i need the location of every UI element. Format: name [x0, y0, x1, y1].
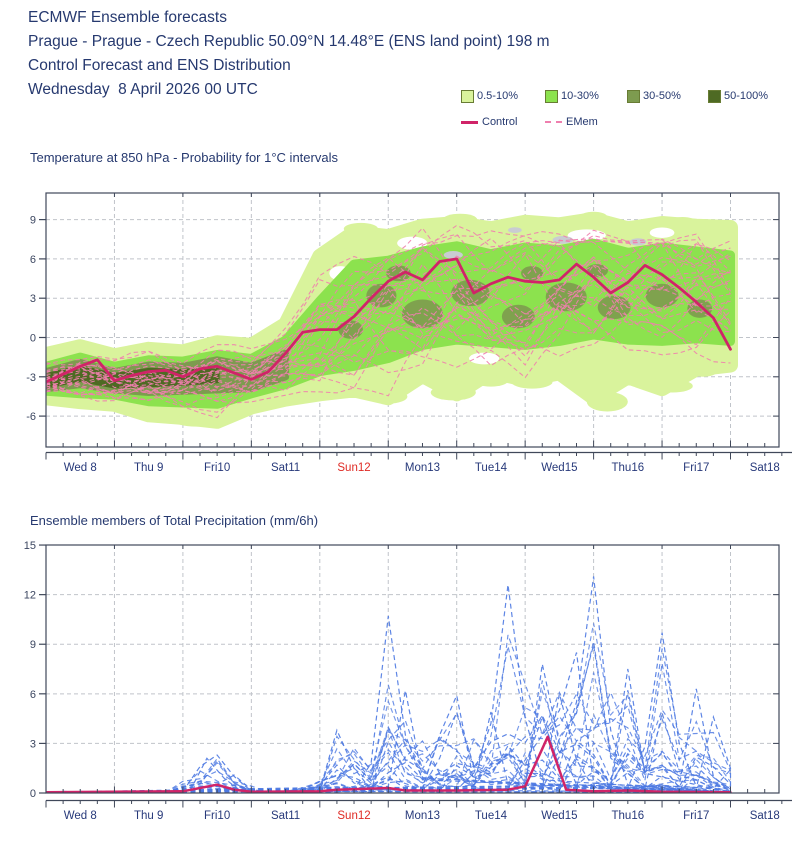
svg-text:Wed 8: Wed 8 [63, 810, 97, 822]
svg-text:Wed 8: Wed 8 [63, 462, 97, 474]
svg-text:Mon13: Mon13 [404, 462, 441, 474]
svg-text:0: 0 [29, 332, 36, 345]
svg-text:Wed15: Wed15 [541, 810, 578, 822]
prob-label-3: 30-50% [643, 90, 681, 102]
svg-text:Thu 9: Thu 9 [133, 810, 164, 822]
svg-text:Sat11: Sat11 [270, 810, 301, 822]
svg-text:12: 12 [23, 589, 36, 602]
control-label: Control [482, 116, 518, 128]
prob-label-4: 50-100% [724, 90, 769, 102]
svg-text:Thu16: Thu16 [611, 810, 645, 822]
svg-text:Mon13: Mon13 [404, 810, 441, 822]
svg-text:Sat18: Sat18 [749, 810, 780, 822]
svg-text:0: 0 [29, 788, 36, 800]
svg-text:Sun12: Sun12 [337, 810, 371, 822]
svg-text:3: 3 [29, 293, 36, 306]
svg-text:Fri10: Fri10 [204, 462, 231, 474]
svg-text:-6: -6 [26, 411, 36, 424]
svg-text:3: 3 [29, 738, 36, 751]
header-title: ECMWF Ensemble forecasts [28, 9, 227, 26]
precipitation-chart-title: Ensemble members of Total Precipitation (mm/6h) [30, 513, 319, 528]
temperature-chart-title: Temperature at 850 hPa - Probability for 1°C intervals [30, 150, 338, 165]
axes [46, 545, 779, 793]
emem-label: EMem [566, 116, 598, 128]
header-basetime: Wednesday 8 April 2026 00 UTC [28, 81, 258, 98]
svg-text:Tue14: Tue14 [474, 462, 508, 474]
svg-text:Tue14: Tue14 [474, 810, 508, 822]
svg-text:15: 15 [23, 540, 36, 553]
svg-text:6: 6 [29, 253, 36, 266]
svg-text:Fri17: Fri17 [683, 810, 710, 822]
header-product: Control Forecast and ENS Distribution [28, 57, 291, 74]
svg-text:Fri17: Fri17 [683, 462, 710, 474]
svg-text:Thu16: Thu16 [611, 462, 645, 474]
prob-label-1: 0.5-10% [477, 90, 518, 102]
svg-text:Wed15: Wed15 [541, 462, 578, 474]
svg-text:Fri10: Fri10 [204, 810, 231, 822]
svg-text:Thu 9: Thu 9 [133, 462, 164, 474]
header-location: Prague - Prague - Czech Republic 50.09°N 14.48°E (ENS land point) 198 m [28, 33, 550, 50]
svg-text:9: 9 [29, 639, 36, 652]
svg-text:Sat18: Sat18 [749, 462, 780, 474]
svg-text:9: 9 [29, 214, 36, 227]
temperature-chart [46, 212, 731, 427]
svg-text:Sun12: Sun12 [337, 462, 371, 474]
svg-text:-3: -3 [26, 371, 36, 384]
svg-text:6: 6 [29, 688, 36, 701]
svg-text:Sat11: Sat11 [270, 462, 301, 474]
prob-label-2: 10-30% [561, 90, 599, 102]
